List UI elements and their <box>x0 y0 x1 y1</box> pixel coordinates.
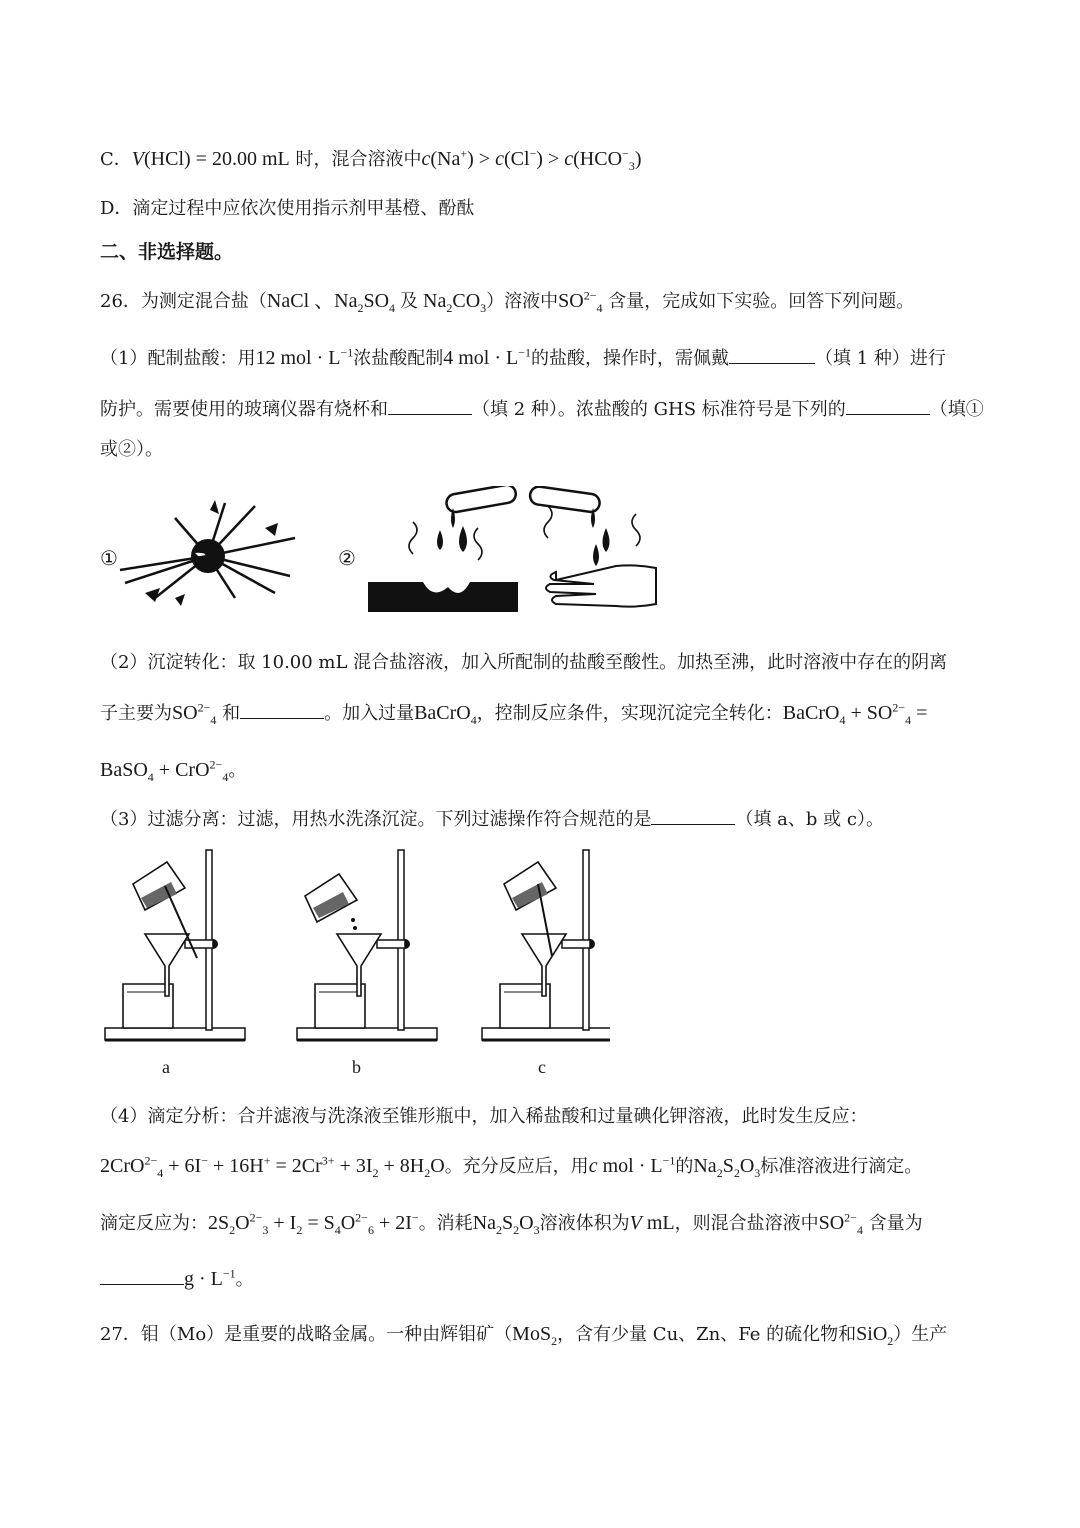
sulfate-ion-2: $SO^{2-}_4$ <box>818 1210 863 1237</box>
unit-g-per-l: $g \cdot L^{-1}$ <box>184 1266 236 1290</box>
filtration-a <box>105 850 245 1040</box>
option-c-prefix: C． <box>100 149 132 170</box>
explosive-symbol-icon <box>115 498 300 608</box>
corrosive-symbol-icon <box>368 486 663 614</box>
p2d: 。加入过量 <box>324 703 415 724</box>
p1e: 防护。需要使用的玻璃仪器有烧杯和 <box>100 399 388 420</box>
q26-part4-line3 <box>100 1210 923 1237</box>
filtration-apparatus-figures <box>100 846 610 1056</box>
p1d: （填 1 种）进行 <box>815 348 946 369</box>
bacro4: BaCrO$_4$ <box>414 702 477 727</box>
reaction-iodine: $2CrO^{2-}_4 + 6I^- + 16H^+ = 2Cr^{3+} + 3I_2 + 8H_2O$ <box>100 1153 445 1180</box>
answer-blank-4[interactable] <box>240 700 324 719</box>
conc-c: c mol · $L^{-1}$ <box>588 1153 676 1177</box>
p1c: 的盐酸，操作时，需佩戴 <box>531 348 730 369</box>
thiosulfate-2: $Na_2S_2O_3$ <box>472 1212 540 1237</box>
p4c: 的 <box>675 1156 694 1177</box>
q26-and: 及 <box>400 291 419 312</box>
reaction-rhs: BaSO$_4$ + CrO$^{2-}_4$ <box>100 757 229 784</box>
reaction-titration: $2S_2O^{2-}_3 + I_2 = S_4O^{2-}_6 + 2I^-$ <box>208 1210 419 1237</box>
answer-blank-3[interactable] <box>846 396 930 415</box>
q26-part2-line3: BaSO$_4$ + CrO$^{2-}_4$。 <box>100 757 247 784</box>
p2b: 子主要为 <box>100 703 172 724</box>
option-d: D．滴定过程中应依次使用指示剂甲基橙、酚酞 <box>100 198 475 219</box>
option-c-inequality: $c(Na^+) > c(Cl^-) > c(HCO^-_3)$ <box>421 146 642 173</box>
figure-label-a: a <box>162 1057 170 1077</box>
p4d: 标准溶液进行滴定。 <box>760 1156 923 1177</box>
figure-label-c: c <box>538 1057 546 1077</box>
q27-lead: 27．钼（Mo）是重要的战略金属。一种由辉钼矿（ <box>100 1324 513 1345</box>
filtration-c <box>482 850 610 1040</box>
answer-blank-1[interactable] <box>729 345 815 364</box>
q26-part2-line2 <box>100 700 927 727</box>
p4f: 。消耗 <box>418 1213 473 1234</box>
q26-part1-line1 <box>100 345 946 372</box>
p1g: （填① <box>929 399 984 420</box>
q26-part2-line1: （2）沉淀转化：取 10.00 mL 混合盐溶液，加入所配制的盐酸至酸性。加热至沸，此时溶液中存在的阴离 <box>100 652 948 673</box>
p4g: 溶液体积为 <box>539 1213 630 1234</box>
answer-blank-5[interactable] <box>651 806 735 825</box>
filtration-b <box>297 850 437 1040</box>
q27-stem <box>100 1321 947 1348</box>
mos2: MoS$_2$ <box>512 1323 558 1348</box>
reaction-lhs: BaCrO$_4$ + $SO^{2-}_4$ = <box>782 700 928 727</box>
p4i: 含量为 <box>868 1213 923 1234</box>
option-c-suffix: 时，混合溶液中 <box>295 149 422 170</box>
q26-part4-line4: $g \cdot L^{-1}$。 <box>100 1266 254 1293</box>
section-heading: 二、非选择题。 <box>100 241 234 263</box>
q26-mid: ）溶液中 <box>486 291 559 312</box>
q26-salts: NaCl 、$Na_2SO_4$ <box>266 290 396 315</box>
volume-v: V mL <box>629 1212 675 1234</box>
p4h: ，则混合盐溶液中 <box>674 1213 819 1234</box>
q26-part4-line2 <box>100 1153 922 1180</box>
figure-label-b: b <box>352 1057 361 1077</box>
symbol-label-1: ① <box>100 548 118 570</box>
p4e: 滴定反应为： <box>100 1213 208 1234</box>
option-c <box>100 146 641 173</box>
q26-part3 <box>100 806 884 833</box>
q26-stem <box>100 288 914 315</box>
q26-carbonate: $Na_2CO_3$ <box>418 290 487 315</box>
answer-blank-6[interactable] <box>100 1266 184 1285</box>
p1b: 浓盐酸配制 <box>353 348 444 369</box>
conc-4: 4 mol · $L^{-1}$ <box>443 345 532 369</box>
q26-part1-line3: 或②）。 <box>100 439 163 460</box>
q27-mid: ，含有少量 Cu、Zn、Fe 的硫化物和 <box>557 1324 857 1345</box>
sulfate-ion: $SO^{2-}_4$ <box>172 700 217 727</box>
p1a: （1）配制盐酸：用 <box>100 348 256 369</box>
conc-12: 12 mol · $L^{-1}$ <box>255 345 354 369</box>
thiosulfate: $Na_2S_2O_3$ <box>693 1155 761 1180</box>
symbol-label-2: ② <box>338 548 356 570</box>
p1f: （填 2 种）。浓盐酸的 GHS 标准符号是下列的 <box>472 399 846 420</box>
p3: （3）过滤分离：过滤，用热水洗涤沉淀。下列过滤操作符合规范的是 <box>100 809 652 830</box>
answer-blank-2[interactable] <box>388 396 472 415</box>
p3b: （填 a、b 或 c）。 <box>735 809 884 830</box>
p2c: 和 <box>222 703 241 724</box>
q26-tail: 含量，完成如下实验。回答下列问题。 <box>608 291 915 312</box>
q26-lead: 26．为测定混合盐（ <box>100 291 267 312</box>
q26-part4-line1: （4）滴定分析：合并滤液与洗涤液至锥形瓶中，加入稀盐酸和过量碘化钾溶液，此时发生反应： <box>100 1106 868 1127</box>
p2e: ，控制反应条件，实现沉淀完全转化： <box>476 703 783 724</box>
q27-tail: ）生产 <box>893 1324 948 1345</box>
q26-part1-line2 <box>100 396 984 423</box>
p4b: 。充分反应后，用 <box>444 1156 589 1177</box>
sio2: SiO$_2$ <box>856 1323 894 1348</box>
option-c-condition: V(HCl) = 20.00 mL <box>131 148 290 170</box>
q26-sulfate: $SO^{2-}_4$ <box>558 288 603 315</box>
